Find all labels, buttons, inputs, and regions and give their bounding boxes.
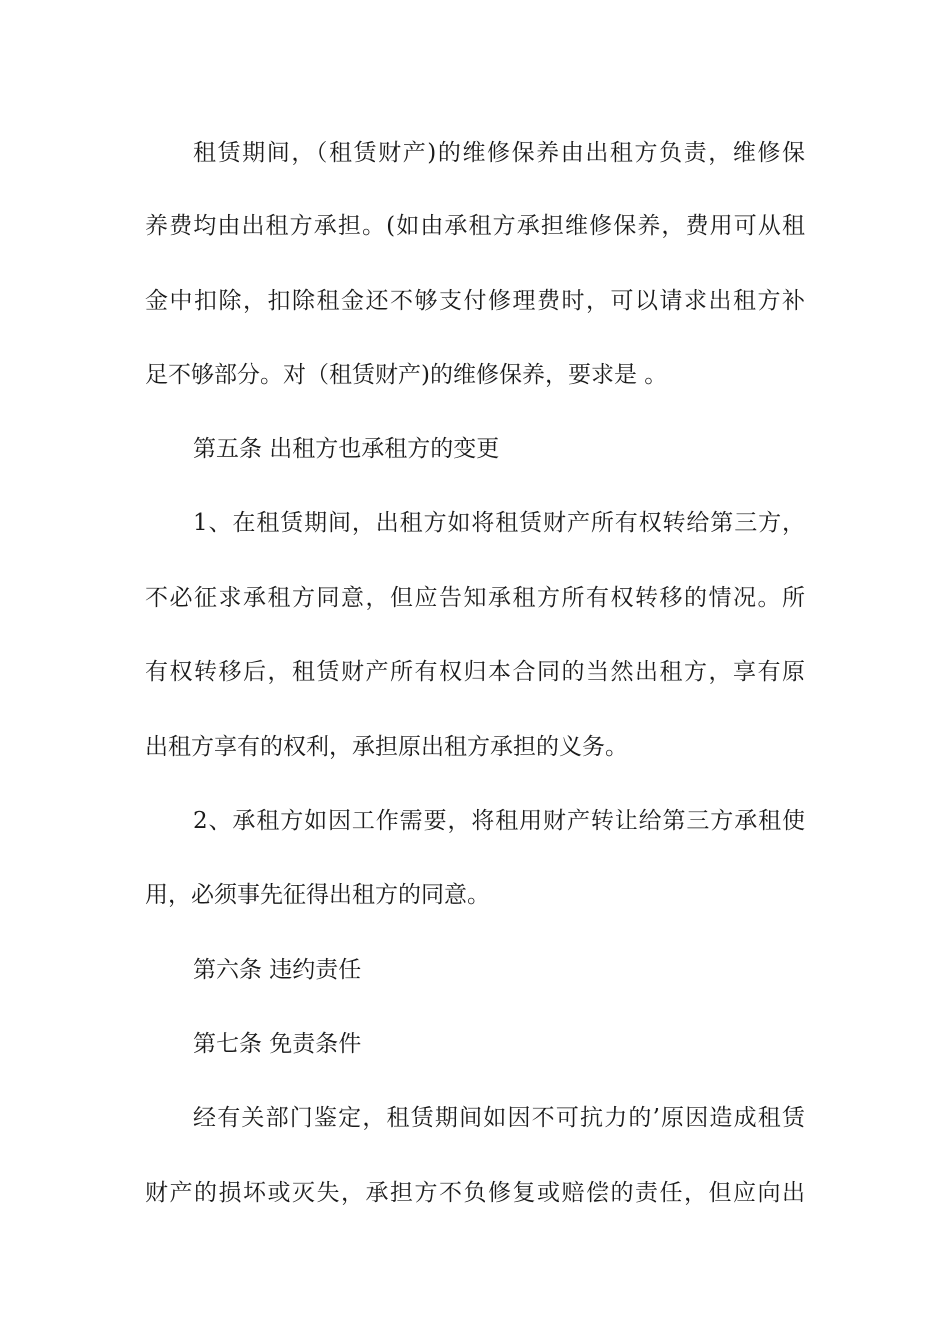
paragraph-line-2: 养费均由出租方承担。(如由承租方承担维修保养，费用可从租	[145, 213, 805, 239]
paragraph-line-15: 财产的损坏或灭失，承担方不负修复或赔偿的责任，但应向出	[145, 1180, 805, 1206]
paragraph-line-3: 金中扣除，扣除租金还不够支付修理费时，可以请求出租方补	[145, 288, 805, 314]
paragraph-line-4: 足不够部分。对（租赁财产)的维修保养，要求是 。	[145, 362, 668, 388]
article-heading-6: 第六条 违约责任	[193, 957, 362, 983]
paragraph-line-14: 经有关部门鉴定，租赁期间如因不可抗力的’原因造成租赁	[193, 1105, 805, 1131]
article-heading-7: 第七条 免责条件	[193, 1031, 362, 1057]
article-heading-5: 第五条 出租方也承租方的变更	[193, 436, 500, 462]
paragraph-line-1: 租赁期间，（租赁财产)的维修保养由出租方负责，维修保	[193, 140, 805, 166]
paragraph-line-11: 用，必须事先征得出租方的同意。	[145, 882, 490, 908]
paragraph-line-8: 有权转移后，租赁财产所有权归本合同的当然出租方，享有原	[145, 659, 805, 685]
paragraph-line-6: 1、在租赁期间，出租方如将租赁财产所有权转给第三方，	[193, 510, 805, 536]
paragraph-line-9: 出租方享有的权利，承担原出租方承担的义务。	[145, 734, 628, 760]
paragraph-line-7: 不必征求承租方同意，但应告知承租方所有权转移的情况。所	[145, 585, 805, 611]
paragraph-line-10: 2、承租方如因工作需要，将租用财产转让给第三方承租使	[193, 808, 805, 834]
